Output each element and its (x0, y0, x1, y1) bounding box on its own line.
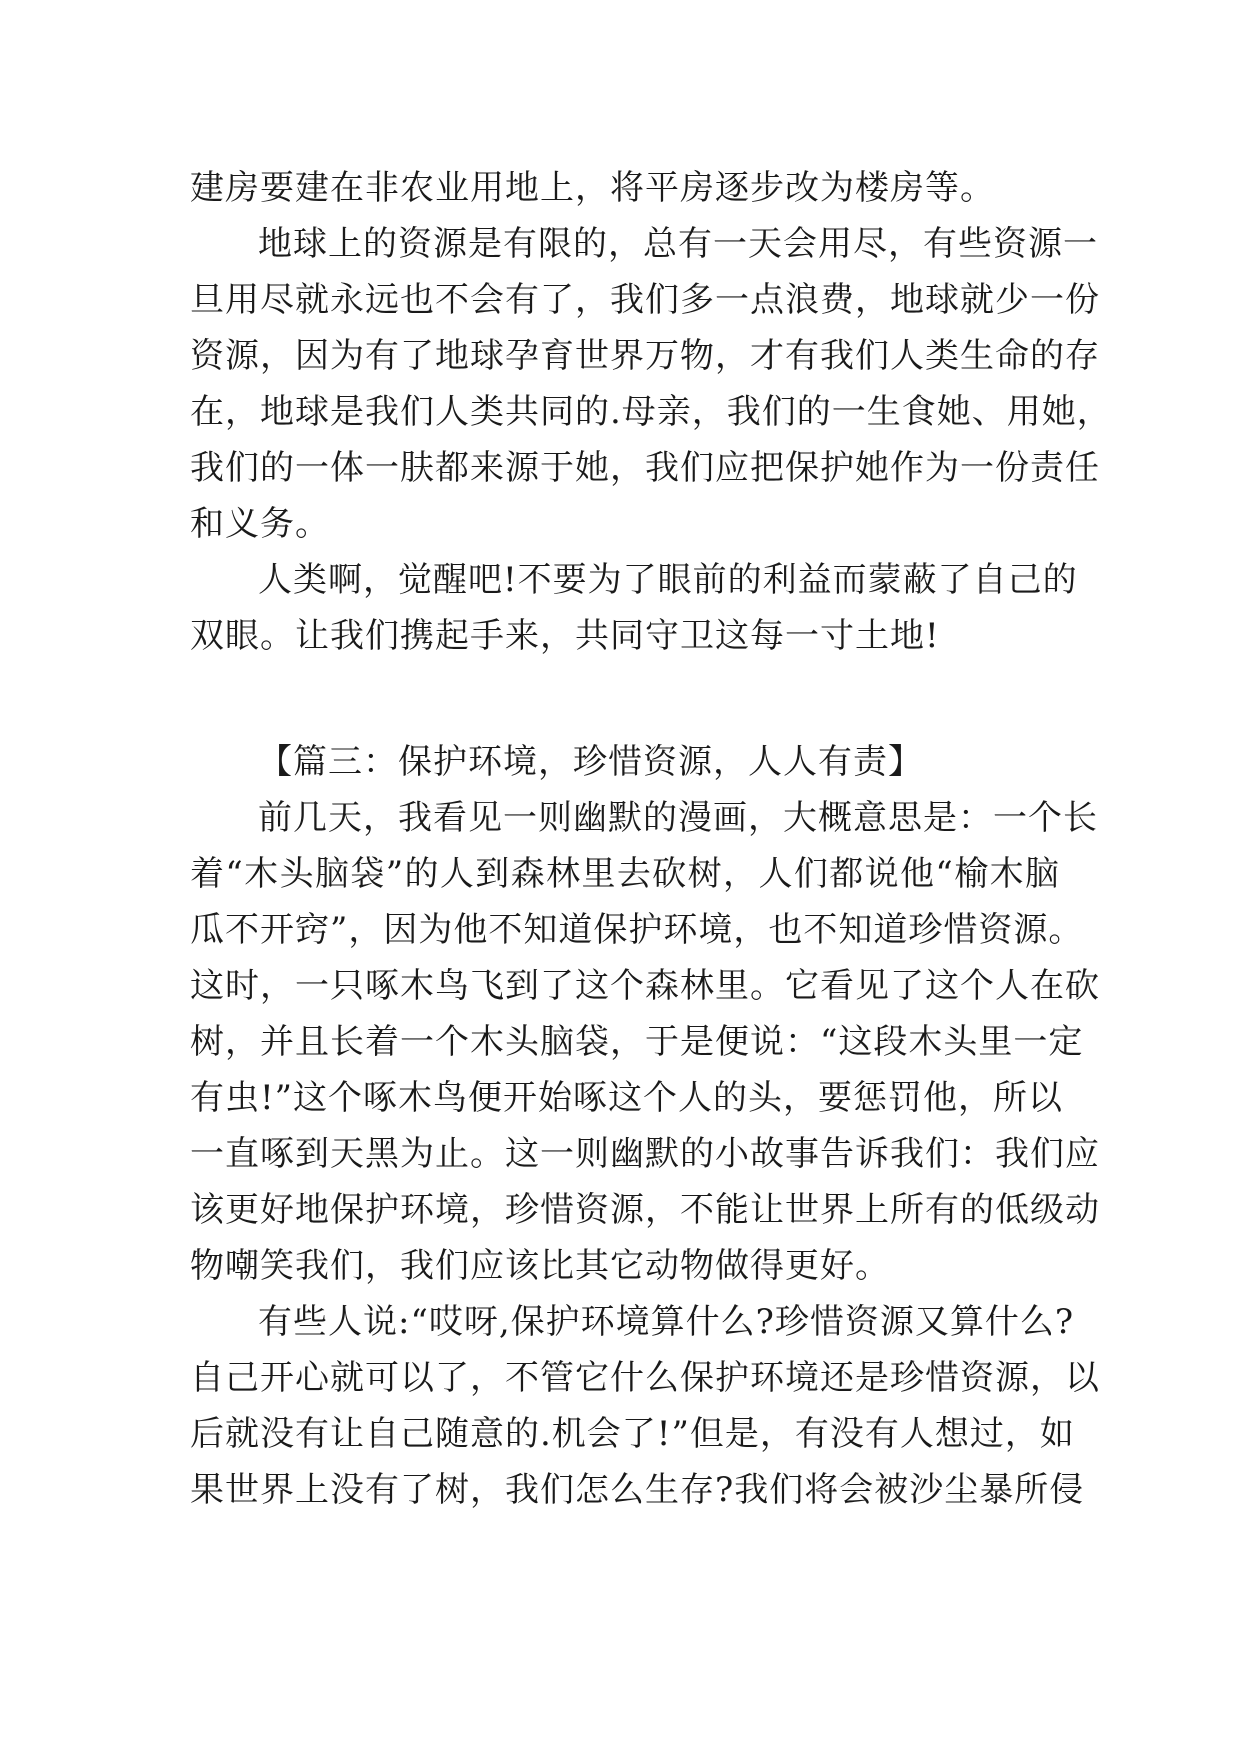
text-line: 物嘲笑我们，我们应该比其它动物做得更好。 (190, 1246, 890, 1286)
text-line: 这时，一只啄木鸟飞到了这个森林里。它看见了这个人在砍 (190, 966, 1100, 1006)
text-line: 我们的一体一肤都来源于她，我们应把保护她作为一份责任 (190, 448, 1100, 488)
text-line: 前几天，我看见一则幽默的漫画，大概意思是：一个长 (258, 798, 1098, 838)
text-line: 地球上的资源是有限的，总有一天会用尽，有些资源一 (258, 224, 1098, 264)
text-line: 在，地球是我们人类共同的.母亲，我们的一生食她、用她， (190, 392, 1112, 432)
text-line: 着“木头脑袋”的人到森林里去砍树，人们都说他“榆木脑 (190, 854, 1060, 894)
text-line: 旦用尽就永远也不会有了，我们多一点浪费，地球就少一份 (190, 280, 1100, 320)
section-heading: 【篇三：保护环境，珍惜资源，人人有责】 (258, 742, 923, 782)
text-line: 建房要建在非农业用地上，将平房逐步改为楼房等。 (190, 168, 995, 208)
text-line: 双眼。让我们携起手来，共同守卫这每一寸土地! (190, 616, 940, 656)
text-line: 和义务。 (190, 504, 330, 544)
text-line: 后就没有让自己随意的.机会了!”但是，有没有人想过，如 (190, 1414, 1075, 1454)
text-line: 有虫!”这个啄木鸟便开始啄这个人的头，要惩罚他，所以 (190, 1078, 1064, 1118)
text-line: 果世界上没有了树，我们怎么生存?我们将会被沙尘暴所侵 (190, 1470, 1085, 1510)
text-line: 树，并且长着一个木头脑袋，于是便说：“这段木头里一定 (190, 1022, 1084, 1062)
text-line: 瓜不开窍”，因为他不知道保护环境，也不知道珍惜资源。 (190, 910, 1084, 950)
text-line: 自己开心就可以了，不管它什么保护环境还是珍惜资源，以 (190, 1358, 1100, 1398)
text-line: 一直啄到天黑为止。这一则幽默的小故事告诉我们：我们应 (190, 1134, 1100, 1174)
text-line: 有些人说:“哎呀,保护环境算什么?珍惜资源又算什么? (258, 1302, 1075, 1342)
text-line: 该更好地保护环境，珍惜资源，不能让世界上所有的低级动 (190, 1190, 1100, 1230)
text-line: 人类啊，觉醒吧!不要为了眼前的利益而蒙蔽了自己的 (258, 560, 1078, 600)
text-line: 资源，因为有了地球孕育世界万物，才有我们人类生命的存 (190, 336, 1100, 376)
